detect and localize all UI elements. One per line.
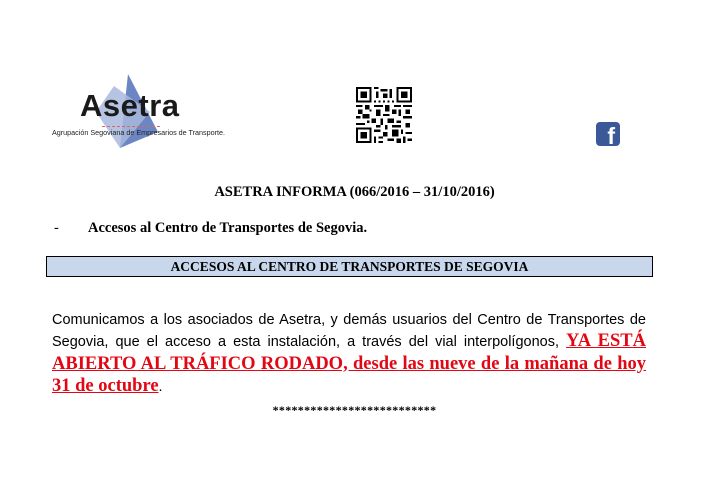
logo-tagline: Agrupación Segoviana de Empresarios de Transporte. — [52, 128, 226, 137]
logo-wordmark: Asetra — [80, 88, 180, 123]
logo-dash-line — [102, 126, 160, 127]
separator-stars: ************************** — [272, 403, 437, 417]
document-title: ASETRA INFORMA (066/2016 – 31/10/2016) — [214, 184, 495, 200]
bullet-marker: - — [54, 220, 59, 236]
qr-code-icon — [356, 87, 412, 143]
facebook-glyph: f — [607, 123, 615, 149]
paragraph-end: . — [158, 379, 163, 395]
paragraph-text: Comunicamos a los asociados de Asetra, y demás usuarios del Centro de Transportes de Segovia, que el acceso a esta instalación, a través del vial interpolígonos, — [52, 311, 646, 350]
facebook-icon[interactable] — [596, 122, 620, 149]
body-paragraph — [52, 310, 646, 399]
paragraph-highlight: YA ESTÁ ABIERTO AL TRÁFICO RODADO, desde las nueve de la mañana de hoy 31 de octubre — [52, 331, 646, 396]
asetra-logo — [50, 72, 250, 150]
bullet-text: Accesos al Centro de Transportes de Segovia. — [88, 220, 368, 236]
section-banner: ACCESOS AL CENTRO DE TRANSPORTES DE SEGOVIA — [46, 256, 653, 277]
